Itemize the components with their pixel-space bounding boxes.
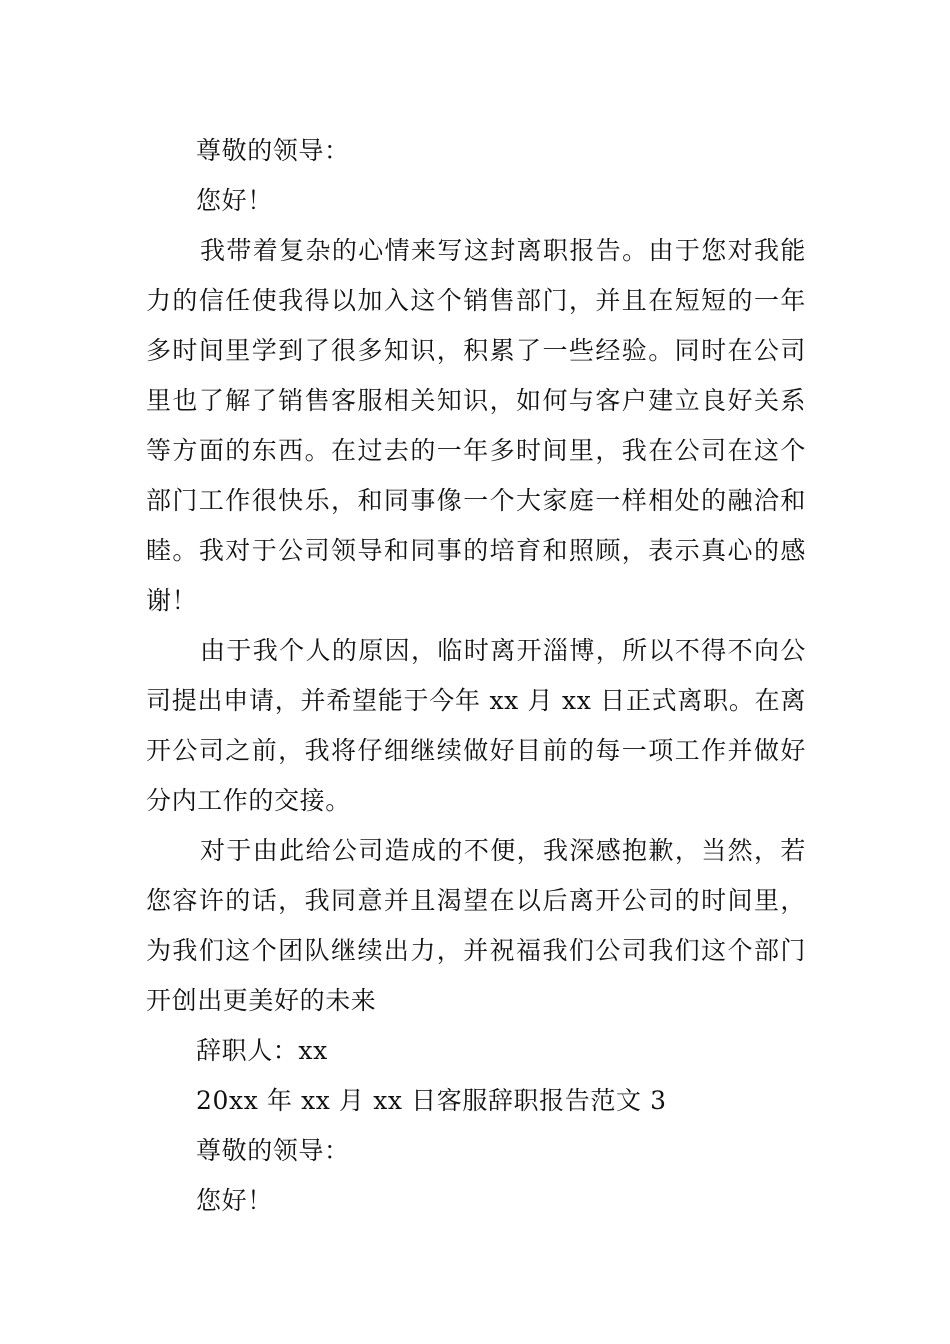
- salutation-2: 尊敬的领导：: [196, 1136, 350, 1165]
- document-body: [146, 126, 806, 1226]
- salutation: 尊敬的领导：: [196, 136, 350, 165]
- date-and-section-title: 20xx 年 xx 月 xx 日客服辞职报告范文 3: [196, 1086, 667, 1115]
- greeting-2: 您好！: [196, 1186, 273, 1215]
- body-paragraph-1: 我带着复杂的心情来写这封离职报告。由于您对我能力的信任使我得以加入这个销售部门，并且在短短的一年多时间里学到了很多知识，积累了一些经验。同时在公司里也了解了销售客服相关知识，如何与客户建立良好关系等方面的东西。在过去的一年多时间里，我在公司在这个部门工作很快乐，和同事像一个大家庭一样相处的融洽和睦。我对于公司领导和同事的培育和照顾，表示真心的感谢！: [146, 236, 806, 615]
- body-paragraph-3: 对于由此给公司造成的不便，我深感抱歉，当然，若您容许的话，我同意并且渴望在以后离开公司的时间里，为我们这个团队继续出力，并祝福我们公司我们这个部门开创出更美好的未来: [146, 836, 806, 1015]
- signer-line: 辞职人：xx: [196, 1036, 328, 1065]
- greeting: 您好！: [196, 186, 273, 215]
- body-paragraph-2: 由于我个人的原因，临时离开淄博，所以不得不向公司提出申请，并希望能于今年 xx 月 xx 日正式离职。在离开公司之前，我将仔细继续做好目前的每一项工作并做好分内工作的交接。: [146, 636, 806, 815]
